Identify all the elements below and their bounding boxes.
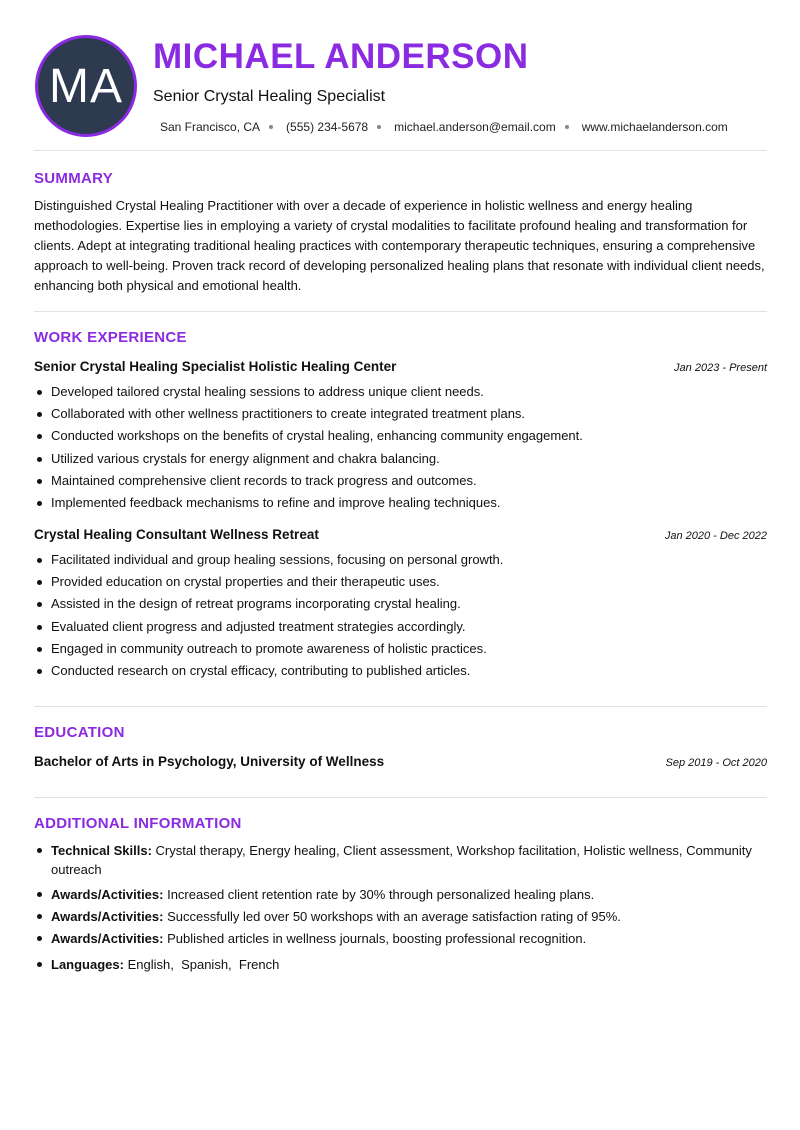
additional-info-heading: ADDITIONAL INFORMATION [34,815,242,832]
item-text: Successfully led over 50 workshops with an average satisfaction rating of 95%. [167,909,621,924]
separator-dot [565,125,569,129]
list-item: Collaborated with other wellness practitioners to create integrated treatment plans. [34,406,767,422]
list-item: Developed tailored crystal healing sessions to address unique client needs. [34,384,767,400]
education-degree: Bachelor of Arts in Psychology, University of Wellness [34,754,385,769]
contact-website[interactable]: www.michaelanderson.com [581,120,728,134]
list-item: Evaluated client progress and adjusted treatment strategies accordingly. [34,619,767,635]
contact-email[interactable]: michael.anderson@email.com [394,120,556,134]
divider [34,706,767,707]
item-text: Crystal therapy, Energy healing, Client assessment, Workshop facilitation, Holistic wellness, Community outreach [51,843,752,877]
divider [34,150,767,151]
item-text: English, Spanish, French [127,957,280,972]
list-item: Assisted in the design of retreat programs incorporating crystal healing. [34,596,767,612]
job-bullets [34,552,767,685]
list-item [34,955,769,974]
work-experience-heading: WORK EXPERIENCE [34,329,187,346]
education-heading: EDUCATION [34,724,125,741]
job-header [34,359,767,374]
contact-bar [160,120,728,134]
candidate-name: MICHAEL ANDERSON [153,37,529,76]
job-role: Crystal Healing Consultant Wellness Retreat [34,527,319,542]
job-date: Jan 2023 - Present [674,362,767,374]
list-item [34,929,769,948]
item-label: Technical Skills: [51,843,152,858]
list-item: Facilitated individual and group healing sessions, focusing on personal growth. [34,552,767,568]
list-item: Engaged in community outreach to promote awareness of holistic practices. [34,641,767,657]
candidate-title: Senior Crystal Healing Specialist [153,88,386,105]
list-item [34,885,769,904]
job-bullets [34,384,767,517]
item-label: Languages: [51,957,124,972]
item-label: Awards/Activities: [51,887,164,902]
item-text: Published articles in wellness journals, boosting professional recognition. [167,931,587,946]
list-item: Conducted workshops on the benefits of crystal healing, enhancing community engagement. [34,428,767,444]
list-item: Provided education on crystal properties and their therapeutic uses. [34,574,767,590]
job-date: Jan 2020 - Dec 2022 [664,530,767,542]
job-header [34,527,767,542]
list-item: Maintained comprehensive client records to track progress and outcomes. [34,473,767,489]
additional-info-list [34,841,769,974]
list-item: Conducted research on crystal efficacy, contributing to published articles. [34,663,767,679]
list-item: Implemented feedback mechanisms to refine and improve healing techniques. [34,495,767,511]
item-label: Awards/Activities: [51,931,164,946]
job-role: Senior Crystal Healing Specialist Holistic Healing Center [34,359,397,374]
separator-dot [269,125,273,129]
education-entry [34,754,767,769]
list-item [34,841,769,879]
separator-dot [377,125,381,129]
summary-text: Distinguished Crystal Healing Practitioner with over a decade of experience in holistic wellness and energy healing methodologies. Expertise lies in employing a variety of crystal modalities to facilitate profound healing and transformation for clients. Adept at integrating traditional healing practices with contemporary therapeutic techniques, ensuring a comprehensive approach to well-being. Proven track record of developing personalized healing plans that resonate with individual client needs, enhancing both physical and emotional health. [34,198,765,293]
contact-location: San Francisco, CA [160,120,261,134]
summary-heading: SUMMARY [34,170,114,187]
contact-phone[interactable]: (555) 234-5678 [286,120,369,134]
list-item: Utilized various crystals for energy alignment and chakra balancing. [34,451,767,467]
divider [34,311,767,312]
item-label: Awards/Activities: [51,909,164,924]
education-date: Sep 2019 - Oct 2020 [665,757,767,769]
avatar-initials: MA [49,59,123,113]
avatar [35,35,137,137]
list-item [34,907,769,926]
item-text: Increased client retention rate by 30% through personalized healing plans. [167,887,595,902]
divider [34,797,767,798]
